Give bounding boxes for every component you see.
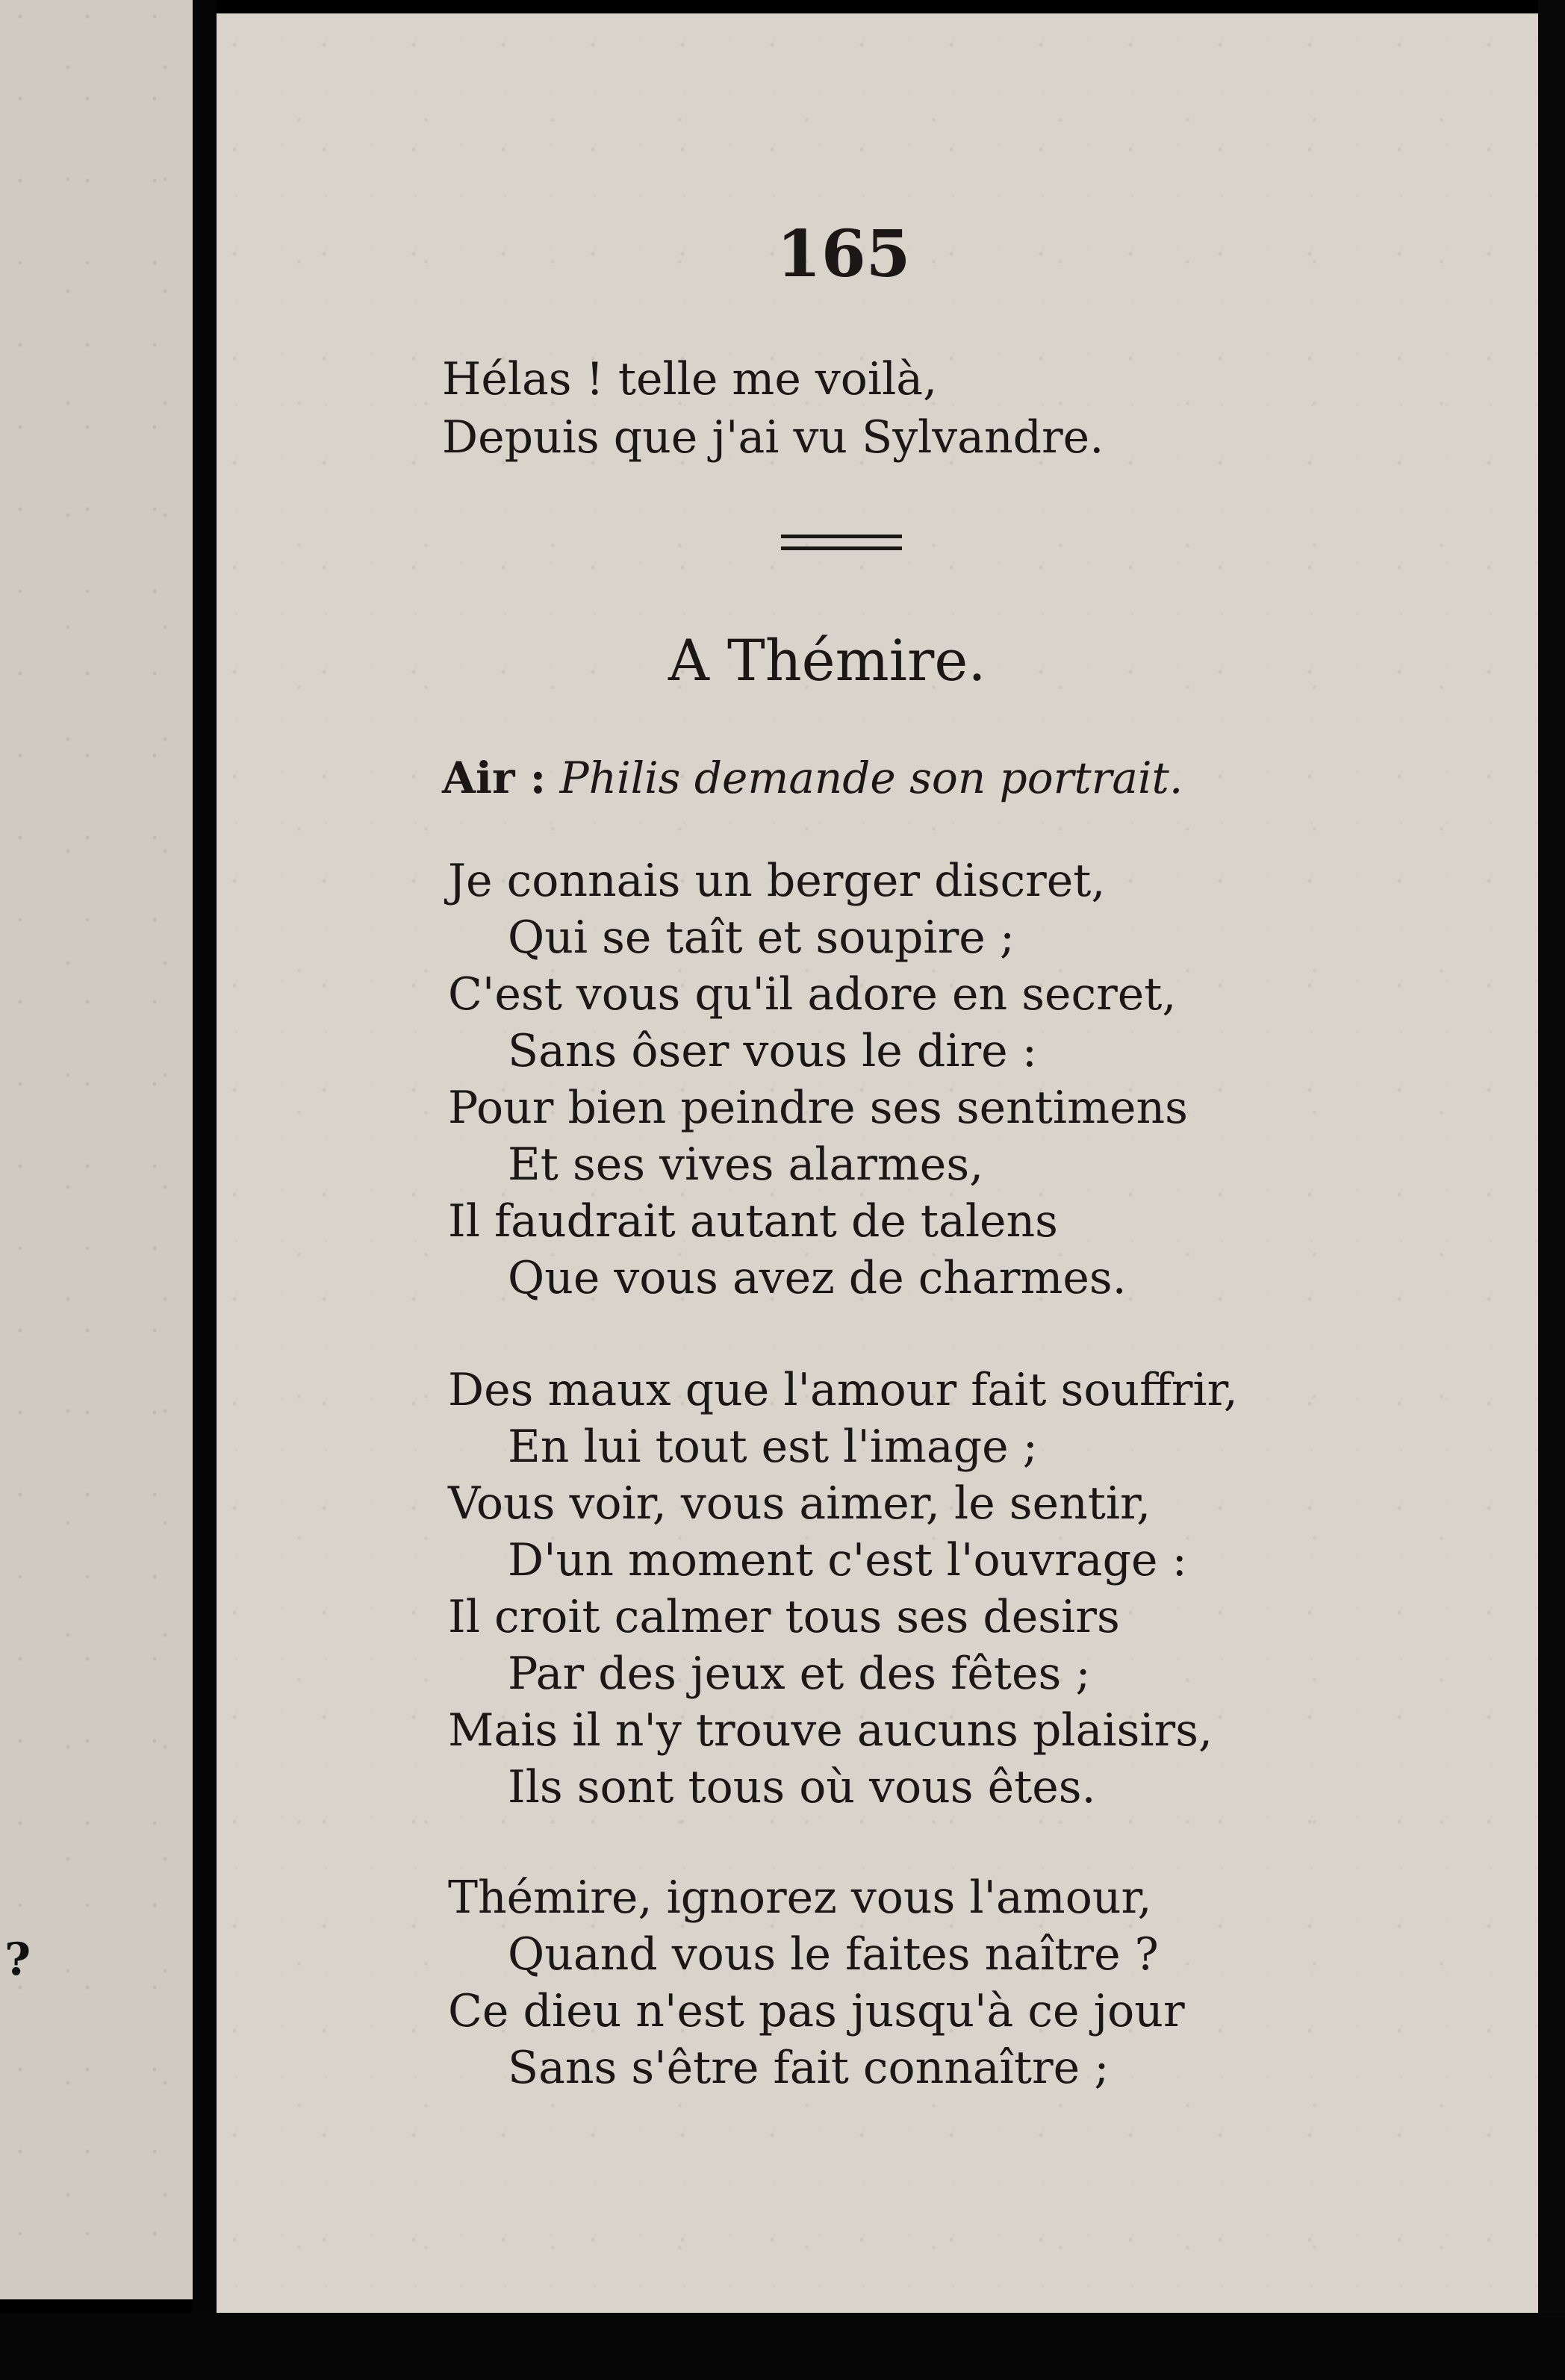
verse-line: Vous voir, vous aimer, le sentir,: [448, 1477, 1151, 1530]
previous-poem-line: Depuis que j'ai vu Sylvandre.: [442, 411, 1104, 464]
facing-page-mark: ?: [4, 1934, 31, 1986]
verse-line: D'un moment c'est l'ouvrage :: [508, 1534, 1187, 1586]
page-right-border: [1538, 0, 1565, 2380]
air-tune: Philis demande son portrait.: [559, 753, 1183, 803]
verse-line: Thémire, ignorez vous l'amour,: [448, 1872, 1152, 1924]
verse-line: Que vous avez de charmes.: [508, 1252, 1127, 1304]
verse-line: Il croit calmer tous ses desirs: [448, 1591, 1120, 1643]
verse-line: Ce dieu n'est pas jusqu'à ce jour: [448, 1985, 1185, 2037]
verse-line: En lui tout est l'image ;: [508, 1421, 1038, 1473]
verse-line: Sans ôser vous le dire :: [508, 1025, 1037, 1077]
verse-line: Qui se taît et soupire ;: [508, 912, 1015, 964]
verse-line: Je connais un berger discret,: [448, 855, 1106, 907]
section-divider-top: [781, 535, 902, 538]
verse-line: Il faudrait autant de talens: [448, 1195, 1058, 1247]
verse-line: Et ses vives alarmes,: [508, 1138, 984, 1191]
previous-poem-line: Hélas ! telle me voilà,: [442, 353, 938, 405]
section-divider-bottom: [781, 546, 902, 550]
air-line: [442, 753, 1183, 803]
verse-line: Des maux que l'amour fait souffrir,: [448, 1364, 1238, 1416]
verse-line: Ils sont tous où vous êtes.: [508, 1761, 1096, 1813]
scan-bottom-border: [0, 2313, 1565, 2380]
verse-line: Mais il n'y trouve aucuns plaisirs,: [448, 1704, 1213, 1757]
verse-line: Par des jeux et des fêtes ;: [508, 1648, 1091, 1700]
facing-page-edge: [0, 0, 193, 2299]
page-number: 165: [777, 216, 911, 292]
verse-line: Pour bien peindre ses sentimens: [448, 1082, 1188, 1134]
poem-title: A Thémire.: [668, 627, 986, 694]
book-gutter: [193, 0, 217, 2380]
verse-line: C'est vous qu'il adore en secret,: [448, 968, 1177, 1021]
verse-line: Sans s'être fait connaître ;: [508, 2042, 1110, 2094]
air-label: Air :: [442, 753, 547, 803]
verse-line: Quand vous le faites naître ?: [508, 1928, 1159, 1981]
